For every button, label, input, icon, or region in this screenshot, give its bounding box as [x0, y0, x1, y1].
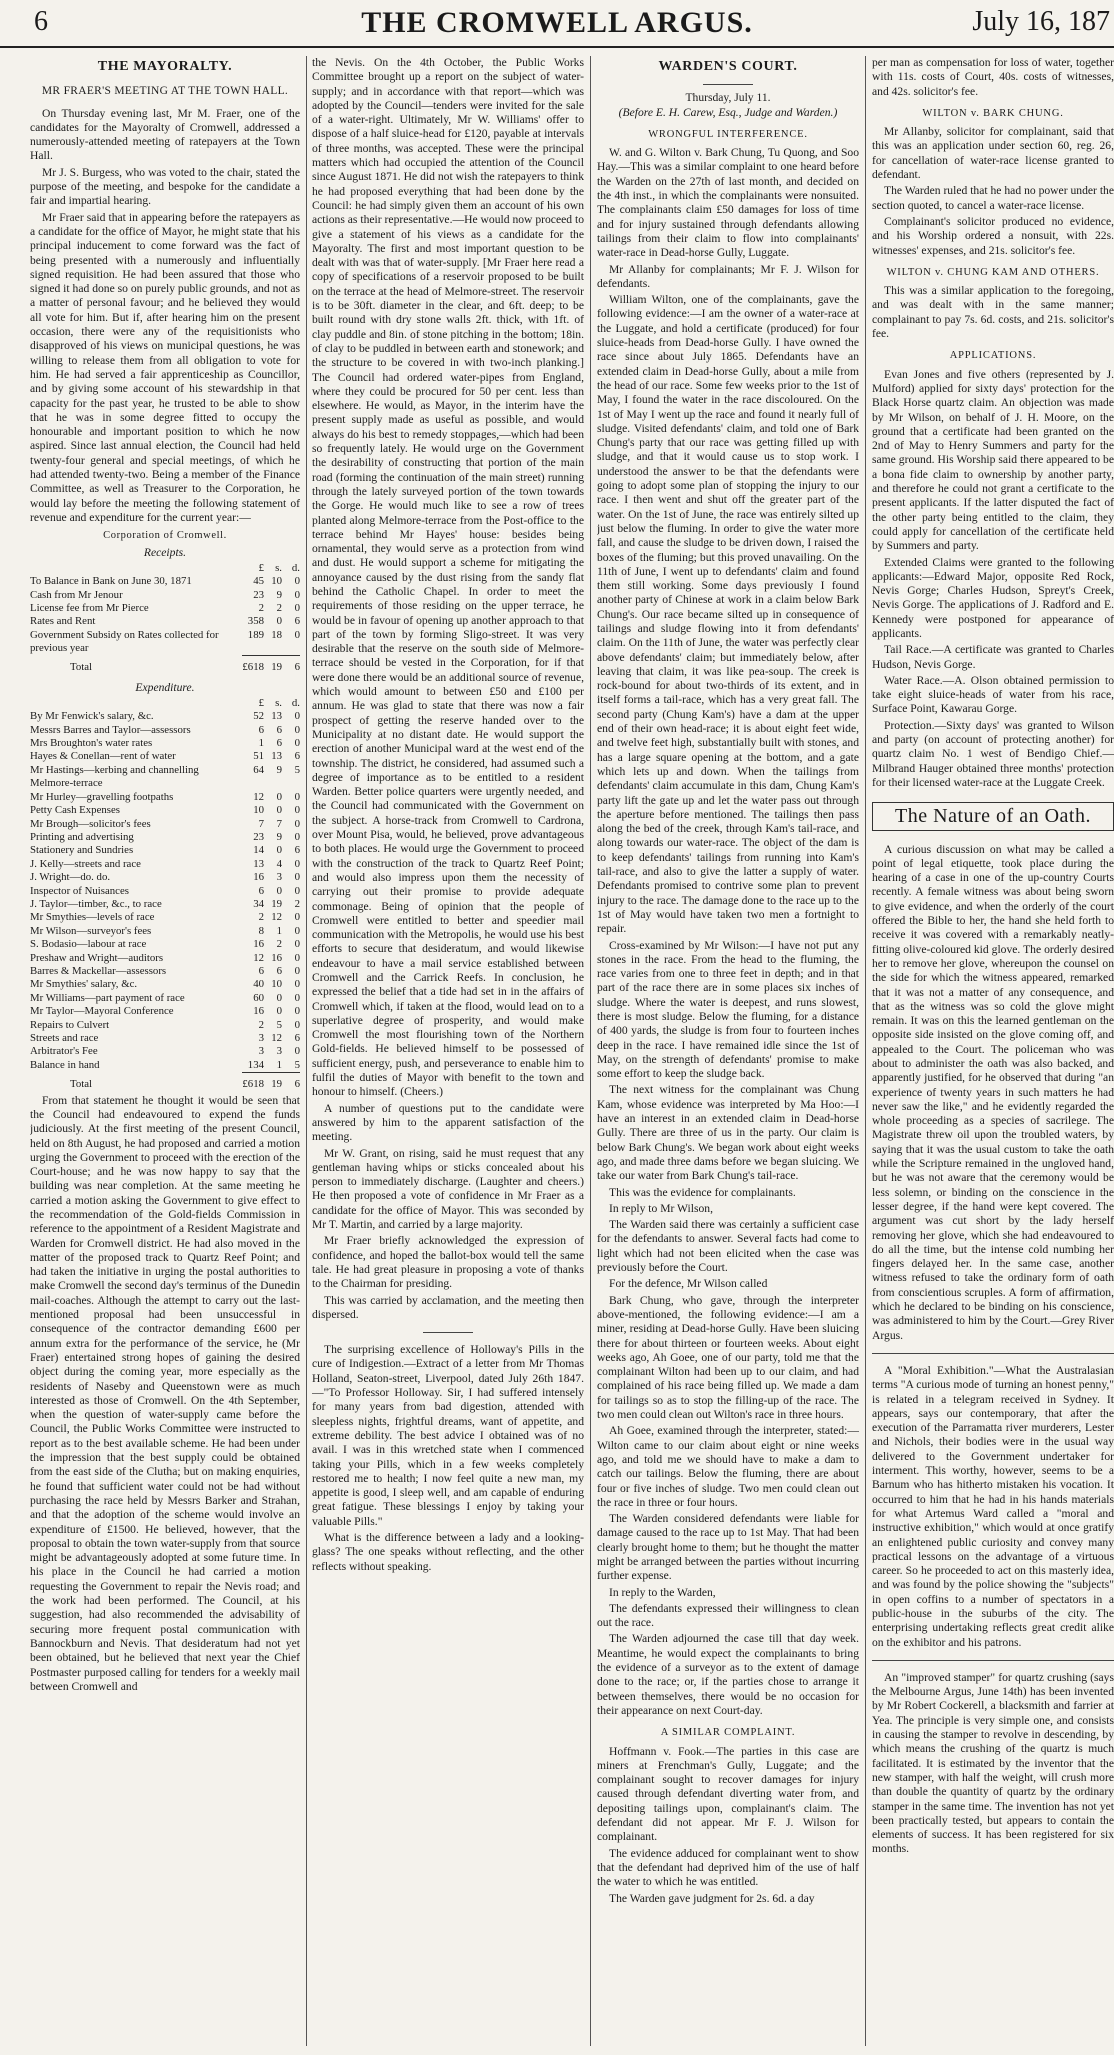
account-amount: 0: [294, 723, 300, 736]
paragraph: Extended Claims were granted to the following applicants:—Edward Major, opposite Red Rock, Nevis Gorge; Charles Hudson, Spreyt's Creek, Nevis Gorge. The applications of J. Radford and E. Kennedy were postponed for appearance of applicants.: [872, 555, 1114, 640]
account-amount: 64: [253, 763, 264, 776]
divider: [872, 1660, 1114, 1661]
account-row: [30, 791, 300, 804]
account-amount: 134: [247, 1058, 264, 1071]
account-amount: 6: [276, 964, 282, 977]
feature-heading: The Nature of an Oath.: [895, 805, 1091, 828]
account-amount: 1: [276, 924, 282, 937]
account-label: By Mr Fenwick's salary, &c.: [30, 710, 154, 723]
account-label: Mrs Broughton's water rates: [30, 737, 153, 750]
receipts-table: [30, 562, 300, 675]
account-amount: 6: [276, 723, 282, 736]
expenditure-table: [30, 697, 300, 1092]
account-amount: 10: [253, 804, 264, 817]
total-amount: £618: [242, 1078, 264, 1091]
article-subheading: MR FRAER'S MEETING AT THE TOWN HALL.: [41, 85, 289, 98]
account-amount: 1: [276, 1058, 282, 1071]
paragraph: Evan Jones and five others (represented by J. Mulford) applied for sixty days' protection for the Black Horse quartz claim. An objection was made by Mr Wilson, on behalf of J. H. Moore, on the ground that a certificate had been granted on the 2nd of May to Henry Summers and party for the same ground. His Worship said there appeared to be a bona fide claim to ownership by another party, and therefore he could not grant a certificate to the present applicants. If the latter disputed the fact of the other party being entitled to the claim, they could apply for cancellation of the certificate held by Summers and party.: [872, 367, 1114, 553]
account-amount: 12: [271, 911, 282, 924]
account-amount: 13: [253, 857, 264, 870]
account-amount: 0: [276, 1005, 282, 1018]
account-amount: 18: [271, 628, 282, 641]
newspaper-title: THE CROMWELL ARGUS.: [361, 6, 753, 39]
page-number: 6: [34, 6, 48, 37]
total-amount: 6: [294, 661, 300, 674]
account-row: [30, 764, 300, 791]
account-amount: 189: [247, 628, 264, 641]
account-amount: 12: [271, 1032, 282, 1044]
account-amount: 3: [276, 871, 282, 884]
account-amount: 0: [294, 710, 300, 723]
total-amount: 6: [294, 1078, 300, 1091]
account-row: [30, 871, 300, 884]
paragraph: W. and G. Wilton v. Bark Chung, Tu Quong, and Soo Hay.—This was a similar complaint to one heard before the Warden on the 27th of last month, and decided on the 4th inst., in which the complainants were nonsuited. The complainants claim £50 damages for loss of time and for injury sustained through defendants allowing tailings from their claim to flow into complainants' water-race in Dead-horse Gully, Luggate.: [597, 146, 859, 260]
account-amount: 19: [271, 897, 282, 910]
account-amount: 5: [276, 1018, 282, 1031]
account-row: [30, 858, 300, 871]
paragraph: The next witness for the complainant was Chung Kam, whose evidence was interpreted by Ma Hoo:—I have an interest in an extended claim in Dead-horse Gully. There are three of us in the party. Our claim is below Bark Chung's. We began work about eight weeks ago, and made three dams before we began sluicing. We take our water from Bark Chung's tail-race.: [597, 1083, 859, 1183]
account-amount: 3: [258, 1045, 264, 1058]
paragraph: The evidence adduced for complainant went to show that the defendant had deprived him of the use of half the water to which he was entitled.: [597, 1846, 859, 1889]
paragraph: A curious discussion on what may be called a point of legal etiquette, took place during the hearing of a case in one of the up-country Courts recently. A female witness was about being sworn to give evidence, and when the orderly of the court offered the Bible to her, the hand she held forth to receive it was covered with a remarkably neatly-fitting olive-coloured kid glove. The orderly desired her to remove her glove, whereupon the counsel on the side for which the witness appeared, remarked that it was not a matter of any consequence, and that as the witness was so cold the glove might remain. It was on this the learned gentleman on the opposite side insisted on the glove coming off, and appealed to the Court. The policeman who was about to administer the oath was also backed, and apparently justified, for he observed that during "an experience of twenty years in such matters he had never saw the like," and he evidently regarded the whole proceeding as a species of sacrilege. The Magistrate threw oil upon the troubled waters, by saying that it was the usual custom to take the oath while the Scripture remained in the ungloved hand, but he was not aware that the ceremony would be less solemn, or binding on the conscience in the lesser degree, if the hand were kept covered. The argument was cut short by the lady herself removing her glove, which she had endeavoured to do all the time, but the intense cold numbing her fingers delayed her. In the same case, another witness refused to take the ordinary form of oath from conscientious scruples. A form of affirmation, which he declared to be binding on his conscience, was administered to him by the Court.—Grey River Argus.: [872, 842, 1114, 1342]
paragraph: Mr Fraer briefly acknowledged the expression of confidence, and hoped the ballot-box would tell the same tale. He had great pleasure in proposing a vote of thanks to the Chairman for presiding.: [312, 1234, 584, 1291]
account-row: [30, 965, 300, 978]
account-amount: 2: [258, 1018, 264, 1031]
account-label: Barres & Mackellar—assessors: [30, 964, 167, 977]
money-header: d.: [291, 696, 300, 709]
account-label: Mr Wilson—surveyor's fees: [30, 924, 152, 937]
account-amount: 2: [276, 602, 282, 615]
account-amount: 8: [258, 924, 264, 937]
money-header-row: [30, 562, 300, 575]
account-amount: 2: [258, 602, 264, 615]
account-amount: 13: [271, 710, 282, 723]
article-heading: THE MAYORALTY.: [97, 59, 233, 74]
account-row: [30, 925, 300, 938]
account-label: Mr Hastings—kerbing and channelling Melmore-terrace: [30, 763, 199, 790]
account-row: [30, 978, 300, 991]
column-wardens-court: [597, 56, 859, 2046]
paragraph: Mr Allanby for complainants; Mr F. J. Wilson for defendants.: [597, 262, 859, 290]
account-label: Balance in hand: [30, 1058, 100, 1071]
account-amount: 0: [294, 991, 300, 1004]
account-amount: 7: [276, 817, 282, 830]
account-label: Mr Smythies—levels of race: [30, 911, 155, 924]
account-amount: 9: [276, 830, 282, 843]
column-rule: [590, 56, 591, 2046]
account-row: [30, 602, 300, 615]
account-amount: 0: [294, 938, 300, 951]
paragraph: An "improved stamper" for quartz crushing (says the Melbourne Argus, June 14th) has been invented by Mr Robert Cockerell, a blacksmith and farrier at Yea. The principle is very simple one, and consists in causing the stamper to revolve in descending, by which means the crushing of the quartz is much facilitated. It is estimated by the inventor that the new stamper, with half the weight, will crush more than double the quantity of quartz by the ordinary stamper in the same time. The invention has not yet been practically tested, but appears to contain the elements of success. It has been registered for six months.: [872, 1670, 1114, 1856]
account-label: Mr Brough—solicitor's fees: [30, 817, 151, 830]
divider: [423, 1332, 473, 1333]
total-row: [30, 1073, 300, 1091]
account-amount: 10: [271, 575, 282, 588]
paragraph: Mr Allanby, solicitor for complainant, said that this was an application under section 60, reg. 26, for cancellation of water-race license granted to defendant.: [872, 125, 1114, 182]
paragraph: Tail Race.—A certificate was granted to Charles Hudson, Nevis Gorge.: [872, 643, 1114, 671]
account-amount: 0: [294, 628, 300, 641]
account-amount: 1: [258, 737, 264, 750]
account-amount: 0: [294, 575, 300, 588]
account-amount: 45: [253, 575, 264, 588]
account-amount: 0: [276, 790, 282, 803]
account-amount: 3: [258, 1032, 264, 1044]
account-row: [30, 724, 300, 737]
paragraph: This was a similar application to the foregoing, and was dealt with in the same manner; complainant to pay 7s. 6d. costs, and 21s. solicitor's fee.: [872, 284, 1114, 341]
account-row: [30, 938, 300, 951]
column-rule: [306, 56, 307, 2046]
paragraph: In reply to the Warden,: [609, 1585, 716, 1599]
issue-date: July 16, 187: [972, 6, 1110, 37]
account-label: To Balance in Bank on June 30, 1871: [30, 575, 192, 588]
total-amount: 19: [271, 661, 282, 674]
feature-heading-box: [872, 802, 1114, 830]
paragraph: The Warden said there was certainly a sufficient case for the defendants to answer. Several facts had come to light which had not been elicited when the case was previously before the Court.: [597, 1218, 859, 1275]
account-row: [30, 844, 300, 857]
account-label: J. Wright—do. do.: [30, 871, 111, 884]
account-row: [30, 589, 300, 602]
account-row: [30, 818, 300, 831]
money-header: £: [258, 561, 264, 574]
total-row: [30, 656, 300, 674]
account-amount: 23: [253, 588, 264, 601]
account-amount: 51: [253, 750, 264, 763]
account-label: Mr Smythies' salary, &c.: [30, 978, 138, 991]
account-amount: 5: [294, 763, 300, 776]
account-amount: 0: [294, 804, 300, 817]
account-amount: 0: [276, 615, 282, 628]
paragraph: Ah Goee, examined through the interpreter, stated:—Wilton came to our claim about eight or nine weeks ago, and told me we should have to make a dam to catch our tailings. Below the fluming, there are about four or five inches of sludge. Two men could clean out the race in three or four hours.: [597, 1424, 859, 1509]
divider: [703, 84, 753, 85]
article-heading: WARDEN'S COURT.: [658, 59, 798, 74]
paragraph: Cross-examined by Mr Wilson:—I have not put any stones in the race. From the head to the fluming, the race varies from one to three feet in depth; and in that part of the race there are in some places six inches of sludge. Where the water is deepest, and runs slowest, there is most sludge. Below the fluming, for a distance of 400 yards, the sludge is from four to fourteen inches deep in the race. I have remained idle since the 1st of May, on the strength of defendants' promise to make some effort to keep the sludge back.: [597, 938, 859, 1081]
account-amount: 6: [258, 723, 264, 736]
account-row: [30, 898, 300, 911]
account-amount: 5: [294, 1058, 300, 1071]
account-row: [30, 1005, 300, 1018]
account-amount: 16: [253, 871, 264, 884]
account-label: Arbitrator's Fee: [30, 1045, 98, 1058]
paragraph: The Warden gave judgment for 2s. 6d. a day: [609, 1891, 815, 1905]
account-label: Cash from Mr Jenour: [30, 588, 123, 601]
paragraph: Complainant's solicitor produced no evidence, and his Worship ordered a nonsuit, with 22s. witnesses' expenses, and 21s. solicitor's fee.: [872, 214, 1114, 257]
paragraph: A "Moral Exhibition."—What the Australasian terms "A curious mode of turning an honest penny," is related in a telegram received in Sydney. It appears, says our contemporary, that after the execution of the Parramatta river murderers, Lester and Nichols, their bodies were in the usual way delivered to the Government undertaker for interment. This worthy, however, seems to be a Barnum who has hitherto mistaken his vocation. It occurred to him that he had in his hands materials for what Artemus Ward called a "moral and instructive exhibition," which would at once gratify an enlightened public curiosity and convey many practical lessons on the advantage of a virtuous career. So he proceeded to act on this masterly idea, and was found by the police showing the "subjects" in open coffins to a number of spectators in a public-house in the suburbs of the city. The enterprising undertaking reflects great credit alike on the exhibitor and his patrons.: [872, 1363, 1114, 1649]
account-amount: 12: [253, 951, 264, 964]
masthead: [0, 0, 1114, 48]
case-title: WILTON v. BARK CHUNG.: [922, 107, 1064, 119]
account-amount: 0: [276, 991, 282, 1004]
account-amount: 0: [294, 1018, 300, 1031]
money-header: £: [258, 696, 264, 709]
paragraph: Mr J. S. Burgess, who was voted to the chair, stated the purpose of the meeting, and bespoke for the candidate a fair and impartial hearing.: [30, 165, 300, 208]
account-amount: 0: [276, 844, 282, 857]
expenditure-title: Expenditure.: [135, 680, 195, 694]
paragraph: From that statement he thought it would be seen that the Council had endeavoured to expend the funds judiciously. At the first meeting of the present Council, held on 8th August, he had proposed and carried a motion urging the Government to proceed with the erection of the Court-house; and he was now happy to say that the building was near completion. At the same meeting he carried a motion asking the Government to give effect to the recommendation of the Gold-fields Commission in reference to the appointment of a Resident Magistrate and Warden for Cromwell district. He had also moved in the matter of the proposed track to Quartz Reef Point; and had taken the initiative in urging the postal authorities to make Cromwell the second day's terminus of the Dunedin mail-coaches. Although the attempt to carry out the last-mentioned proposal had been unsuccessful in consequence of the contractor demanding £600 per annum extra for the performance of the service, he (Mr Fraer) entertained strong hopes of gaining the desired object during the coming year, more especially as the residents of Naseby and Queenstown were as much interested as those of Cromwell. On the 4th September, when the question of water-supply came before the Council, the Public Works Committee were instructed to report as to the best available scheme. He had been under the impression that the best supply could be obtained from the east side of the Clutha; but on making enquiries, he found that sufficient water could not be had without purchasing the race held by Messrs Barker and Strahan, and that the adoption of the scheme would involve an expenditure of £1500. He believed, however, that the proposal to obtain the town water-supply from that source might be advantageously adopted at some future time. In his place in the Council he had carried a motion requesting the Government to repair the Nevis road; and the work had been performed. The Council, at his suggestion, had also recommended the advisability of securing more frequent postal communication with Bannockburn and Nevis. That desideratum had not yet been obtained, but he believed that next year the Chief Postmaster purposed calling for tenders for a weekly mail between Cromwell and: [30, 1093, 300, 1693]
paragraph: Hoffmann v. Fook.—The parties in this case are miners at Frenchman's Gully, Luggate; and the complainant sought to recover damages for injury caused through defendant diverting water from, and depositing tailings upon, complainant's claim. The defendant did not appear. Mr F. J. Wilson for complainant.: [597, 1744, 859, 1844]
account-amount: 6: [294, 844, 300, 857]
account-amount: 0: [294, 1005, 300, 1018]
account-amount: 0: [294, 924, 300, 937]
paragraph: The Warden ruled that he had no power under the section quoted, to cancel a water-race license.: [872, 184, 1114, 212]
paragraph: This was the evidence for complainants.: [609, 1185, 796, 1199]
account-amount: 34: [253, 897, 264, 910]
paragraph: The Warden adjourned the case till that day week. Meantime, he would expect the complainants to bring the evidence of a surveyor as to the extent of damage done to the race; or, if the parties chose to arrange it between themselves, there would be no occasion for their appearance on next Court-day.: [597, 1632, 859, 1717]
paragraph: Mr Fraer said that in appearing before the ratepayers as a candidate for the office of Mayor, he might state that his principal inducement to come forward was the fact of being presented with a numerously and influentially signed requisition. He had been assured that those who signed it had done so on purely public grounds, and not as a matter of personal favour; and he believed they would all vote for him. But if, after hearing him on the present occasion, there were any of the requisitionists who disapproved of his views on municipal questions, he was willing to release them from all obligation to vote for him. He had served a fair apprenticeship as Councillor, and by giving some account of his stewardship in that capacity for the past year, he trusted to be able to show that he was in some degree fitted to occupy the honourable and important position to which he now aspired. Since last annual election, the Council had held twenty-four general and special meetings, of which he had attended twenty-two. Being a member of the Finance Committee, as well as Treasurer to the Corporation, he would lay before the meeting the following statement of revenue and expenditure for the current year:—: [30, 210, 300, 524]
paragraph: Water Race.—A. Olson obtained permission to take eight sluice-heads of water from his race, Surface Point, Kawarau Gorge.: [872, 673, 1114, 716]
account-amount: 13: [271, 750, 282, 763]
account-amount: 40: [253, 978, 264, 991]
account-row: [30, 615, 300, 628]
account-row: [30, 737, 300, 750]
paragraph: For the defence, Mr Wilson called: [609, 1277, 768, 1291]
account-label: J. Kelly—streets and race: [30, 857, 141, 870]
account-row: [30, 831, 300, 844]
money-header: d.: [291, 561, 300, 574]
account-amount: 16: [253, 938, 264, 951]
account-amount: 14: [253, 844, 264, 857]
paragraph: On Thursday evening last, Mr M. Fraer, one of the candidates for the Mayoralty of Cromwell, addressed a numerously-attended meeting of ratepayers at the Town Hall.: [30, 106, 300, 163]
account-amount: 0: [294, 737, 300, 750]
account-amount: 0: [294, 817, 300, 830]
account-row: [30, 575, 300, 588]
court-presiding: (Before E. H. Carew, Esq., Judge and Warden.): [618, 105, 838, 119]
account-label: Repairs to Culvert: [30, 1018, 110, 1031]
account-amount: 6: [258, 884, 264, 897]
account-amount: 52: [253, 710, 264, 723]
account-amount: 358: [247, 615, 264, 628]
account-amount: 9: [276, 588, 282, 601]
total-amount: 19: [271, 1078, 282, 1091]
account-label: Government Subsidy on Rates collected for previous year: [30, 628, 219, 655]
account-row: [30, 804, 300, 817]
account-amount: 0: [294, 871, 300, 884]
account-amount: 6: [258, 964, 264, 977]
account-label: Preshaw and Wright—auditors: [30, 951, 164, 964]
account-amount: 12: [253, 790, 264, 803]
case-title: WILTON v. CHUNG KAM AND OTHERS.: [886, 266, 1100, 278]
paragraph: The Warden considered defendants were liable for damage caused to the race up to 1st May. That had been clearly brought home to them; but he thought the matter might be arranged between the parties without incurring further expense.: [597, 1512, 859, 1583]
account-amount: 6: [294, 615, 300, 628]
account-amount: 0: [294, 964, 300, 977]
account-amount: 16: [253, 1005, 264, 1018]
paragraph: In reply to Mr Wilson,: [609, 1201, 713, 1215]
account-row: [30, 1032, 300, 1045]
paragraph: per man as compensation for loss of water, together with 11s. costs of Court, 40s. costs of witnesses, and 42s. solicitor's fee.: [872, 56, 1114, 98]
paragraph: Mr W. Grant, on rising, said he must request that any gentleman having whips or sticks concealed about his person to immediately discharge. (Laughter and cheers.) He then proposed a vote of confidence in Mr Fraer as a candidate for the office of Mayor. This was seconded by Mr T. Martin, and carried by a large majority.: [312, 1146, 584, 1232]
account-amount: 0: [294, 588, 300, 601]
account-amount: 0: [276, 804, 282, 817]
account-row: [30, 1059, 300, 1073]
account-amount: 10: [271, 978, 282, 991]
money-header: s.: [275, 696, 282, 709]
account-amount: 6: [294, 1032, 300, 1044]
account-row: [30, 1045, 300, 1058]
paragraph: This was carried by acclamation, and the meeting then dispersed.: [312, 1293, 584, 1321]
account-label: Printing and advertising: [30, 830, 134, 843]
account-amount: 0: [294, 602, 300, 615]
account-label: S. Bodasio—labour at race: [30, 938, 147, 951]
account-amount: 2: [276, 938, 282, 951]
account-row: [30, 710, 300, 723]
account-amount: 7: [258, 817, 264, 830]
account-amount: 4: [276, 857, 282, 870]
account-amount: 0: [294, 830, 300, 843]
account-amount: 0: [294, 1045, 300, 1058]
column-mayoralty-continued: [312, 56, 584, 2046]
account-amount: 9: [276, 763, 282, 776]
column-applications: [872, 56, 1114, 2046]
advertisement: The surprising excellence of Holloway's Pills in the cure of Indigestion.—Extract of a letter from Mr Thomas Holland, Seaton-street, Liverpool, dated July 26th 1847.—"To Professor Holloway. Sir, I had suffered intensely for many years from bad digestion, attended with sleepless nights, frightful dreams, want of appetite, and extreme debility. The best advice I obtained was of no avail. I was in this wretched state when I commenced taking your Pills, which in a few weeks completely restored me to health; I now feel quite a new man, my appetite is good, I sleep well, and am capable of enduring great fatigue. These blessings I enjoy by taking your valuable Pills.": [312, 1343, 584, 1528]
account-label: Rates and Rent: [30, 615, 96, 628]
column-mayoralty: [30, 56, 300, 2046]
paragraph: The defendants expressed their willingness to clean out the race.: [597, 1601, 859, 1630]
case-title: A SIMILAR COMPLAINT.: [660, 1727, 796, 1739]
account-label: Messrs Barres and Taylor—assessors: [30, 723, 191, 736]
account-amount: 0: [294, 951, 300, 964]
account-amount: 0: [276, 884, 282, 897]
paragraph: the Nevis. On the 4th October, the Public Works Committee brought up a report on the subject of water-supply; and in accordance with that report—which was adopted by the Council—tenders were invited for the sale of a water-right. Ultimately, Mr W. Williams' offer to dispose of a half sluice-head for £120, payable at intervals of three months, was accepted. These were the principal matters which had occupied the attention of the Council since August 1871. He did not wish the ratepayers to think he had proposed everything that had been done by the Council: he had simply given them an account of his own actions as their representative.—He would now proceed to give a statement of his views as a candidate for the Mayoralty. The first and most important question to be dealt with was that of water-supply. [Mr Fraer here read a copy of specifications of a reservoir proposed to be built on the terrace at the head of Melmore-street. The reservoir is to be 30ft. diameter in the clear, and 6ft. deep; to be built round with dry stone walls 2ft. thick, with 1ft. of clay puddle and 8in. of stone pitching in the bottom; 18in. of clay to be puddled in between earth and stonework; and the structure to be covered in with two-inch planking.] The Council had ordered water-pipes from England, where they could be procured for 50 per cent. less than elsewhere. He would, as Mayor, in the interim have the present supply made as useful as possible, and would always do his best to remedy stoppages,—which had been so frequently lately. He would urge on the Government the desirability of constructing that portion of the main road (forming the continuation of the main street) running through the lately surveyed portion of the town towards the Gorge. He would much like to see a row of trees planted along Melmore-terrace from the Post-office to the terrace behind Mr Hayes' house: besides being ornamental, they would serve as a protection from wind and dust. He would support a scheme for mitigating the annoyance caused by the dust rising from the sandy flat behind the Catholic Chapel. In order to meet the requirements of those residing on the upper terrace, he would be in favour of opening up another approach to that part of the town by forming Sligo-street. It was very desirable that the reserve on the south side of Melmore-terrace should be vested in the Corporation, for if that were done there would be an additional source of revenue, which would amount to between £50 and £100 per annum. He was glad to state that there was now a fair prospect of getting the reserve handed over to the Municipality at no distant date. He would support the erection of another Municipal ward at the west end of the township. The district, he considered, had assumed such a degree of importance as to be entitled to a resident Warden. Better police quarters were urgently needed, and the Council had communicated with the Government on the subject. A horse-track from Cromwell to Cardrona, over Mount Pisa, would, he believed, prove advantageous to both places. He would urge the Government to proceed with the construction of the track to Quartz Reef Point; and would also impress upon them the necessity of carrying out their promise to provide adequate commonage. Being of opinion that the people of Cromwell were entitled to better and speedier mail communication with the Metropolis, he would use his best efforts to secure that desideratum, and would likewise endeavour to have a mail service established between Cromwell and the Carrick Reefs. In conclusion, he expressed the belief that a tide had set in in the affairs of Cromwell which, if taken at the flood, would lead on to a superlative degree of prosperity, and would make Cromwell the most flourishing town of the Northern Gold-fields. He believed himself to be possessed of sufficient energy, push, and perseverance to enable him to fulfil the duties of Mayor with benefit to the town and honour to himself. (Cheers.): [312, 56, 584, 1099]
account-amount: 2: [294, 897, 300, 910]
paragraph: Protection.—Sixty days' was granted to Wilson and party (on account of protecting another) for quartz claim No. 1 west of Bendigo Chief.—Milbrand Hauger obtained three months' protection for their licensed water-race at the Luggate Creek.: [872, 718, 1114, 789]
account-row: [30, 885, 300, 898]
account-label: Petty Cash Expenses: [30, 804, 120, 817]
account-label: License fee from Mr Pierce: [30, 602, 149, 615]
account-label: Streets and race: [30, 1032, 99, 1044]
total-label: Total: [70, 1078, 93, 1091]
account-row: [30, 952, 300, 965]
court-date: Thursday, July 11.: [685, 91, 771, 105]
account-row: [30, 629, 300, 656]
paragraph: What is the difference between a lady and a looking-glass? The one speaks without reflecting, and the other reflects without speaking.: [312, 1530, 584, 1573]
account-amount: 16: [271, 951, 282, 964]
account-label: J. Taylor—timber, &c., to race: [30, 897, 162, 910]
case-title: WRONGFUL INTERFERENCE.: [648, 128, 808, 140]
paragraph: A number of questions put to the candidate were answered by him to the apparent satisfaction of the meeting.: [312, 1101, 584, 1144]
account-amount: 3: [276, 1045, 282, 1058]
column-rule: [865, 56, 866, 2046]
account-amount: 23: [253, 830, 264, 843]
account-amount: 0: [294, 978, 300, 991]
account-label: Inspector of Nuisances: [30, 884, 129, 897]
account-label: Stationery and Sundries: [30, 844, 134, 857]
account-label: Mr Hurley—gravelling footpaths: [30, 790, 174, 803]
paragraph: William Wilton, one of the complainants, gave the following evidence:—I am the owner of a water-race at the Luggate, and hold a certificate (produced) for four sluice-heads from Dead-horse Gully. I have owned the race since about July 1865. Defendants have an extended claim in Dead-horse Gully, about a mile from the head of our race. Some few weeks prior to the 1st of May, I found the water in the race discoloured. On the 1st of May I went up the race and found it nearly full of sludge. Visited defendants' claim, and told one of Bark Chung's party that our race was getting filled up with sludge, and that it would cause us to stop work. I understood the answer to be that the defendants were going to adopt some plan of stopping the injury to our race. I then went and shut off the greater part of the water. On the 1st of June, the race was entirely silted up just below the fluming. In order to give the water more fall, and cause the sludge to be driven down, I raised the boxes of the fluming; but this proved unavailing. On the 11th of June, I went up to defendants' claim and found them still working. Some days previously I found another party of Chinese at work in a claim below Bark Chung's. Our race became silted up in consequence of tailings and sludge flowing into it from defendants' claim. On the 11th of June, the water was perfectly clear above defendants' claim; but immediately below, after leaving that claim, it was like pea-soup. The creek is rock-bound for about two-thirds of its extent, and in itself forms a tail-race, which has a very great fall. The second party (Chung Kam's) have a dam at the upper end of their own head-race; it is about eight feet wide, and twelve feet high, substantially built with stones, and has a large square opening at the bottom, and a gate which lets up and down. When the tailings from defendants' claim accumulate in this dam, Chung Kam's party lift the gate up and let the water pass out through the aperture before mentioned. The tailings then pass along the bed of the creek, through Kam's tail-race, and along towards our water-race. The object of the dam is to keep defendants' tailings from running into Kam's tail-race, and also to give the latter a supply of water. Defendants promised to contrive some plan to prevent injury to the race. The damage done to the race up to the 1st of May would have taken two men a fortnight to repair.: [597, 293, 859, 936]
corporation-title: Corporation of Cromwell.: [103, 530, 227, 542]
total-label: Total: [70, 661, 93, 674]
account-row: [30, 750, 300, 763]
account-label: Mr Williams—part payment of race: [30, 991, 185, 1004]
account-label: Hayes & Conellan—rent of water: [30, 750, 176, 763]
paragraph: Bark Chung, who gave, through the interpreter above-mentioned, the following evidence:—I am a miner, residing at Dead-horse Gully. Have been sluicing there for about thirteen or fourteen weeks. About eight weeks ago, Ah Goee, one of our party, told me that the complainant Wilton had been up to our claim, and had complained of his race being filled up. We made a dam for tailings so as to stop the filling-up of the race. The two men could clean out Wilton's race in three hours.: [597, 1293, 859, 1422]
account-amount: 60: [253, 991, 264, 1004]
total-amount: £618: [242, 661, 264, 674]
account-amount: 0: [294, 790, 300, 803]
money-header-row: [30, 697, 300, 710]
section-title: APPLICATIONS.: [949, 350, 1037, 362]
account-amount: 6: [294, 750, 300, 763]
money-header: s.: [275, 561, 282, 574]
account-row: [30, 1019, 300, 1032]
account-label: Mr Taylor—Mayoral Conference: [30, 1005, 174, 1018]
account-amount: 2: [258, 911, 264, 924]
account-row: [30, 992, 300, 1005]
divider: [872, 1353, 1114, 1354]
account-row: [30, 911, 300, 924]
account-amount: 6: [276, 737, 282, 750]
account-amount: 0: [294, 911, 300, 924]
account-amount: 0: [294, 884, 300, 897]
receipts-title: Receipts.: [143, 545, 187, 559]
account-amount: 0: [294, 857, 300, 870]
